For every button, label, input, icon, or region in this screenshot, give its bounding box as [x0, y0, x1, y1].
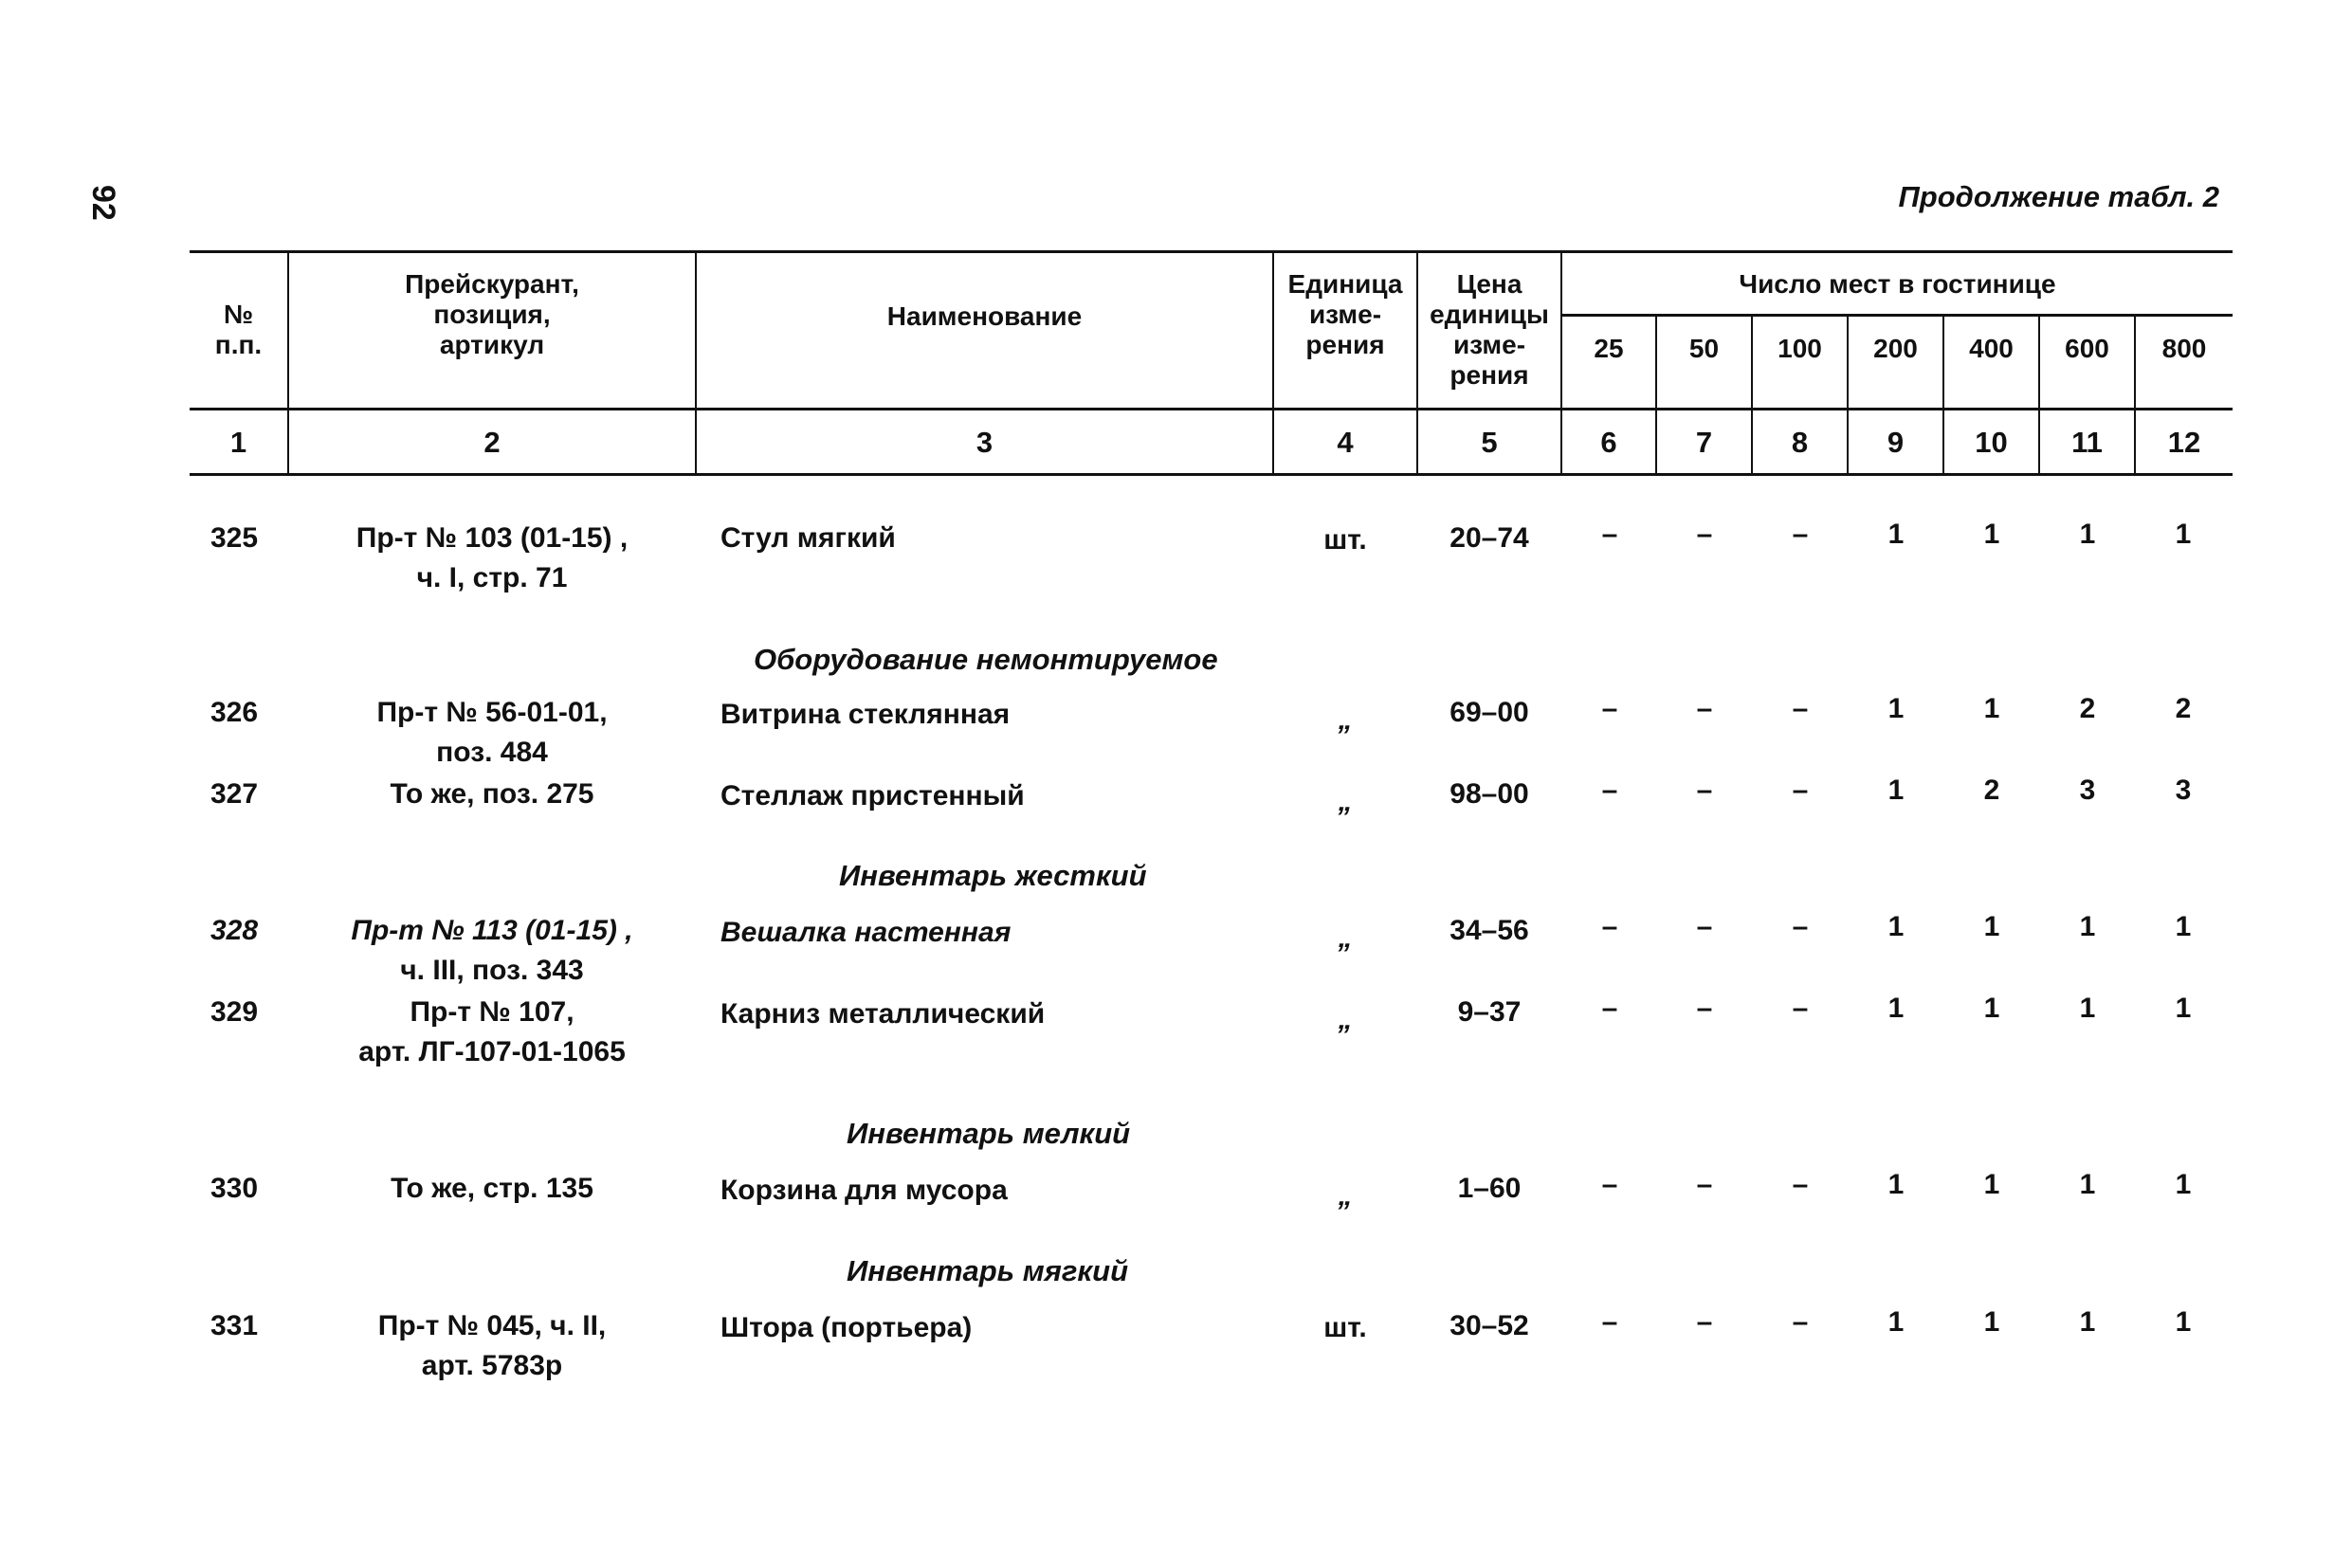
- row-name: Стеллаж пристенный: [720, 780, 1025, 811]
- qty-100: –: [1792, 1169, 1809, 1200]
- row-ref: То же, поз. 275: [390, 778, 594, 810]
- qty-25: –: [1601, 993, 1618, 1024]
- places-400: 400: [1969, 334, 2014, 363]
- row-name: Витрина стеклянная: [720, 699, 1011, 730]
- section-heading: Инвентарь мелкий: [847, 1117, 1131, 1150]
- row-ref: Пр-т № 103 (01-15) , ч. I, стр. 71: [356, 522, 629, 593]
- qty-600: 1: [2079, 519, 2096, 550]
- qty-100: –: [1792, 693, 1809, 724]
- colnum-10: 10: [1975, 426, 2008, 459]
- row-price: 9–37: [1457, 996, 1522, 1028]
- page-number: 92: [85, 185, 121, 221]
- qty-800: 1: [2175, 1306, 2192, 1338]
- colnum-2: 2: [483, 426, 501, 459]
- table-caption: Продолжение табл. 2: [1898, 180, 2219, 213]
- qty-50: –: [1696, 911, 1713, 942]
- row-no: 327: [210, 778, 259, 810]
- places-rule: [1560, 314, 2233, 317]
- qty-800: 1: [2175, 1169, 2192, 1200]
- header-name: Наименование: [886, 301, 1083, 331]
- header-places: Число мест в гостинице: [1739, 269, 2056, 299]
- places-200: 200: [1873, 334, 1918, 363]
- row-price: 69–00: [1449, 697, 1529, 728]
- qty-100: –: [1792, 1306, 1809, 1338]
- row-unit: „: [1338, 922, 1353, 954]
- colnum-8: 8: [1791, 426, 1809, 459]
- section-heading: Оборудование немонтируемое: [754, 643, 1218, 676]
- row-no: 331: [210, 1310, 259, 1341]
- header-rule: [190, 408, 2233, 410]
- qty-100: –: [1792, 519, 1809, 550]
- header-no: № п.п.: [214, 300, 263, 359]
- qty-50: –: [1696, 1306, 1713, 1338]
- places-50: 50: [1688, 334, 1720, 363]
- qty-400: 2: [1983, 775, 2000, 806]
- places-25: 25: [1594, 334, 1624, 363]
- places-100: 100: [1778, 334, 1822, 363]
- colnum-4: 4: [1337, 426, 1354, 459]
- row-ref: Пр-т № 113 (01-15) , ч. III, поз. 343: [351, 915, 633, 986]
- colnum-6: 6: [1600, 426, 1617, 459]
- qty-100: –: [1792, 911, 1809, 942]
- qty-400: 1: [1983, 519, 2000, 550]
- qty-600: 1: [2079, 1169, 2096, 1200]
- qty-800: 1: [2175, 993, 2192, 1024]
- row-no: 326: [210, 697, 259, 728]
- colnum-9: 9: [1887, 426, 1905, 459]
- places-600: 600: [2065, 334, 2109, 363]
- qty-25: –: [1601, 775, 1618, 806]
- header-unit: Единица изме- рения: [1287, 269, 1403, 359]
- row-unit: „: [1338, 1180, 1353, 1212]
- qty-25: –: [1601, 693, 1618, 724]
- row-unit: шт.: [1323, 1312, 1367, 1343]
- row-name: Карниз металлический: [720, 998, 1046, 1030]
- row-price: 30–52: [1449, 1310, 1529, 1341]
- qty-200: 1: [1887, 1306, 1905, 1338]
- qty-600: 1: [2079, 993, 2096, 1024]
- header-price: Цена единицы изме- рения: [1430, 269, 1549, 390]
- qty-800: 1: [2175, 519, 2192, 550]
- places-800: 800: [2161, 334, 2207, 363]
- qty-200: 1: [1887, 693, 1905, 724]
- row-price: 1–60: [1457, 1173, 1522, 1204]
- row-unit: шт.: [1323, 524, 1367, 556]
- colnum-7: 7: [1695, 426, 1713, 459]
- qty-400: 1: [1983, 1169, 2000, 1200]
- qty-800: 3: [2175, 775, 2192, 806]
- qty-25: –: [1601, 911, 1618, 942]
- row-no: 330: [210, 1173, 259, 1204]
- row-price: 98–00: [1449, 778, 1529, 810]
- top-rule: [190, 250, 2233, 253]
- row-no: 328: [210, 915, 259, 946]
- qty-100: –: [1792, 775, 1809, 806]
- row-name: Вешалка настенная: [720, 917, 1012, 948]
- qty-600: 2: [2079, 693, 2096, 724]
- colnum-1: 1: [229, 426, 247, 459]
- row-no: 329: [210, 996, 259, 1028]
- qty-25: –: [1601, 1306, 1618, 1338]
- qty-400: 1: [1983, 911, 2000, 942]
- section-heading: Инвентарь мягкий: [847, 1254, 1129, 1287]
- colnum-3: 3: [975, 426, 994, 459]
- row-price: 34–56: [1449, 915, 1529, 946]
- qty-600: 1: [2079, 911, 2096, 942]
- header-price-list: Прейскурант, позиция, артикул: [405, 269, 579, 359]
- row-name: Штора (портьера): [720, 1312, 973, 1343]
- qty-400: 1: [1983, 1306, 2000, 1338]
- qty-50: –: [1696, 993, 1713, 1024]
- qty-800: 2: [2175, 693, 2192, 724]
- qty-25: –: [1601, 519, 1618, 550]
- qty-400: 1: [1983, 693, 2000, 724]
- colnum-rule: [190, 473, 2233, 476]
- qty-50: –: [1696, 693, 1713, 724]
- row-unit: „: [1338, 1004, 1353, 1035]
- row-unit: „: [1338, 704, 1353, 736]
- row-ref: Пр-т № 045, ч. II, арт. 5783р: [377, 1310, 607, 1381]
- qty-50: –: [1696, 519, 1713, 550]
- row-ref: Пр-т № 56-01-01, поз. 484: [376, 697, 608, 768]
- qty-25: –: [1601, 1169, 1618, 1200]
- qty-400: 1: [1983, 993, 2000, 1024]
- qty-600: 3: [2079, 775, 2096, 806]
- qty-200: 1: [1887, 993, 1905, 1024]
- colnum-5: 5: [1481, 426, 1498, 459]
- qty-200: 1: [1887, 519, 1905, 550]
- row-unit: „: [1338, 786, 1353, 817]
- row-name: Стул мягкий: [720, 522, 896, 554]
- row-price: 20–74: [1449, 522, 1529, 554]
- qty-200: 1: [1887, 775, 1905, 806]
- section-heading: Инвентарь жесткий: [839, 859, 1147, 892]
- qty-200: 1: [1887, 911, 1905, 942]
- qty-50: –: [1696, 1169, 1713, 1200]
- colnum-12: 12: [2167, 426, 2201, 459]
- row-no: 325: [210, 522, 259, 554]
- qty-800: 1: [2175, 911, 2192, 942]
- qty-100: –: [1792, 993, 1809, 1024]
- qty-600: 1: [2079, 1306, 2096, 1338]
- row-name: Корзина для мусора: [720, 1175, 1008, 1206]
- qty-200: 1: [1887, 1169, 1905, 1200]
- row-ref: Пр-т № 107, арт. ЛГ-107-01-1065: [358, 996, 626, 1067]
- row-ref: То же, стр. 135: [391, 1173, 593, 1204]
- colnum-11: 11: [2071, 426, 2103, 459]
- qty-50: –: [1696, 775, 1713, 806]
